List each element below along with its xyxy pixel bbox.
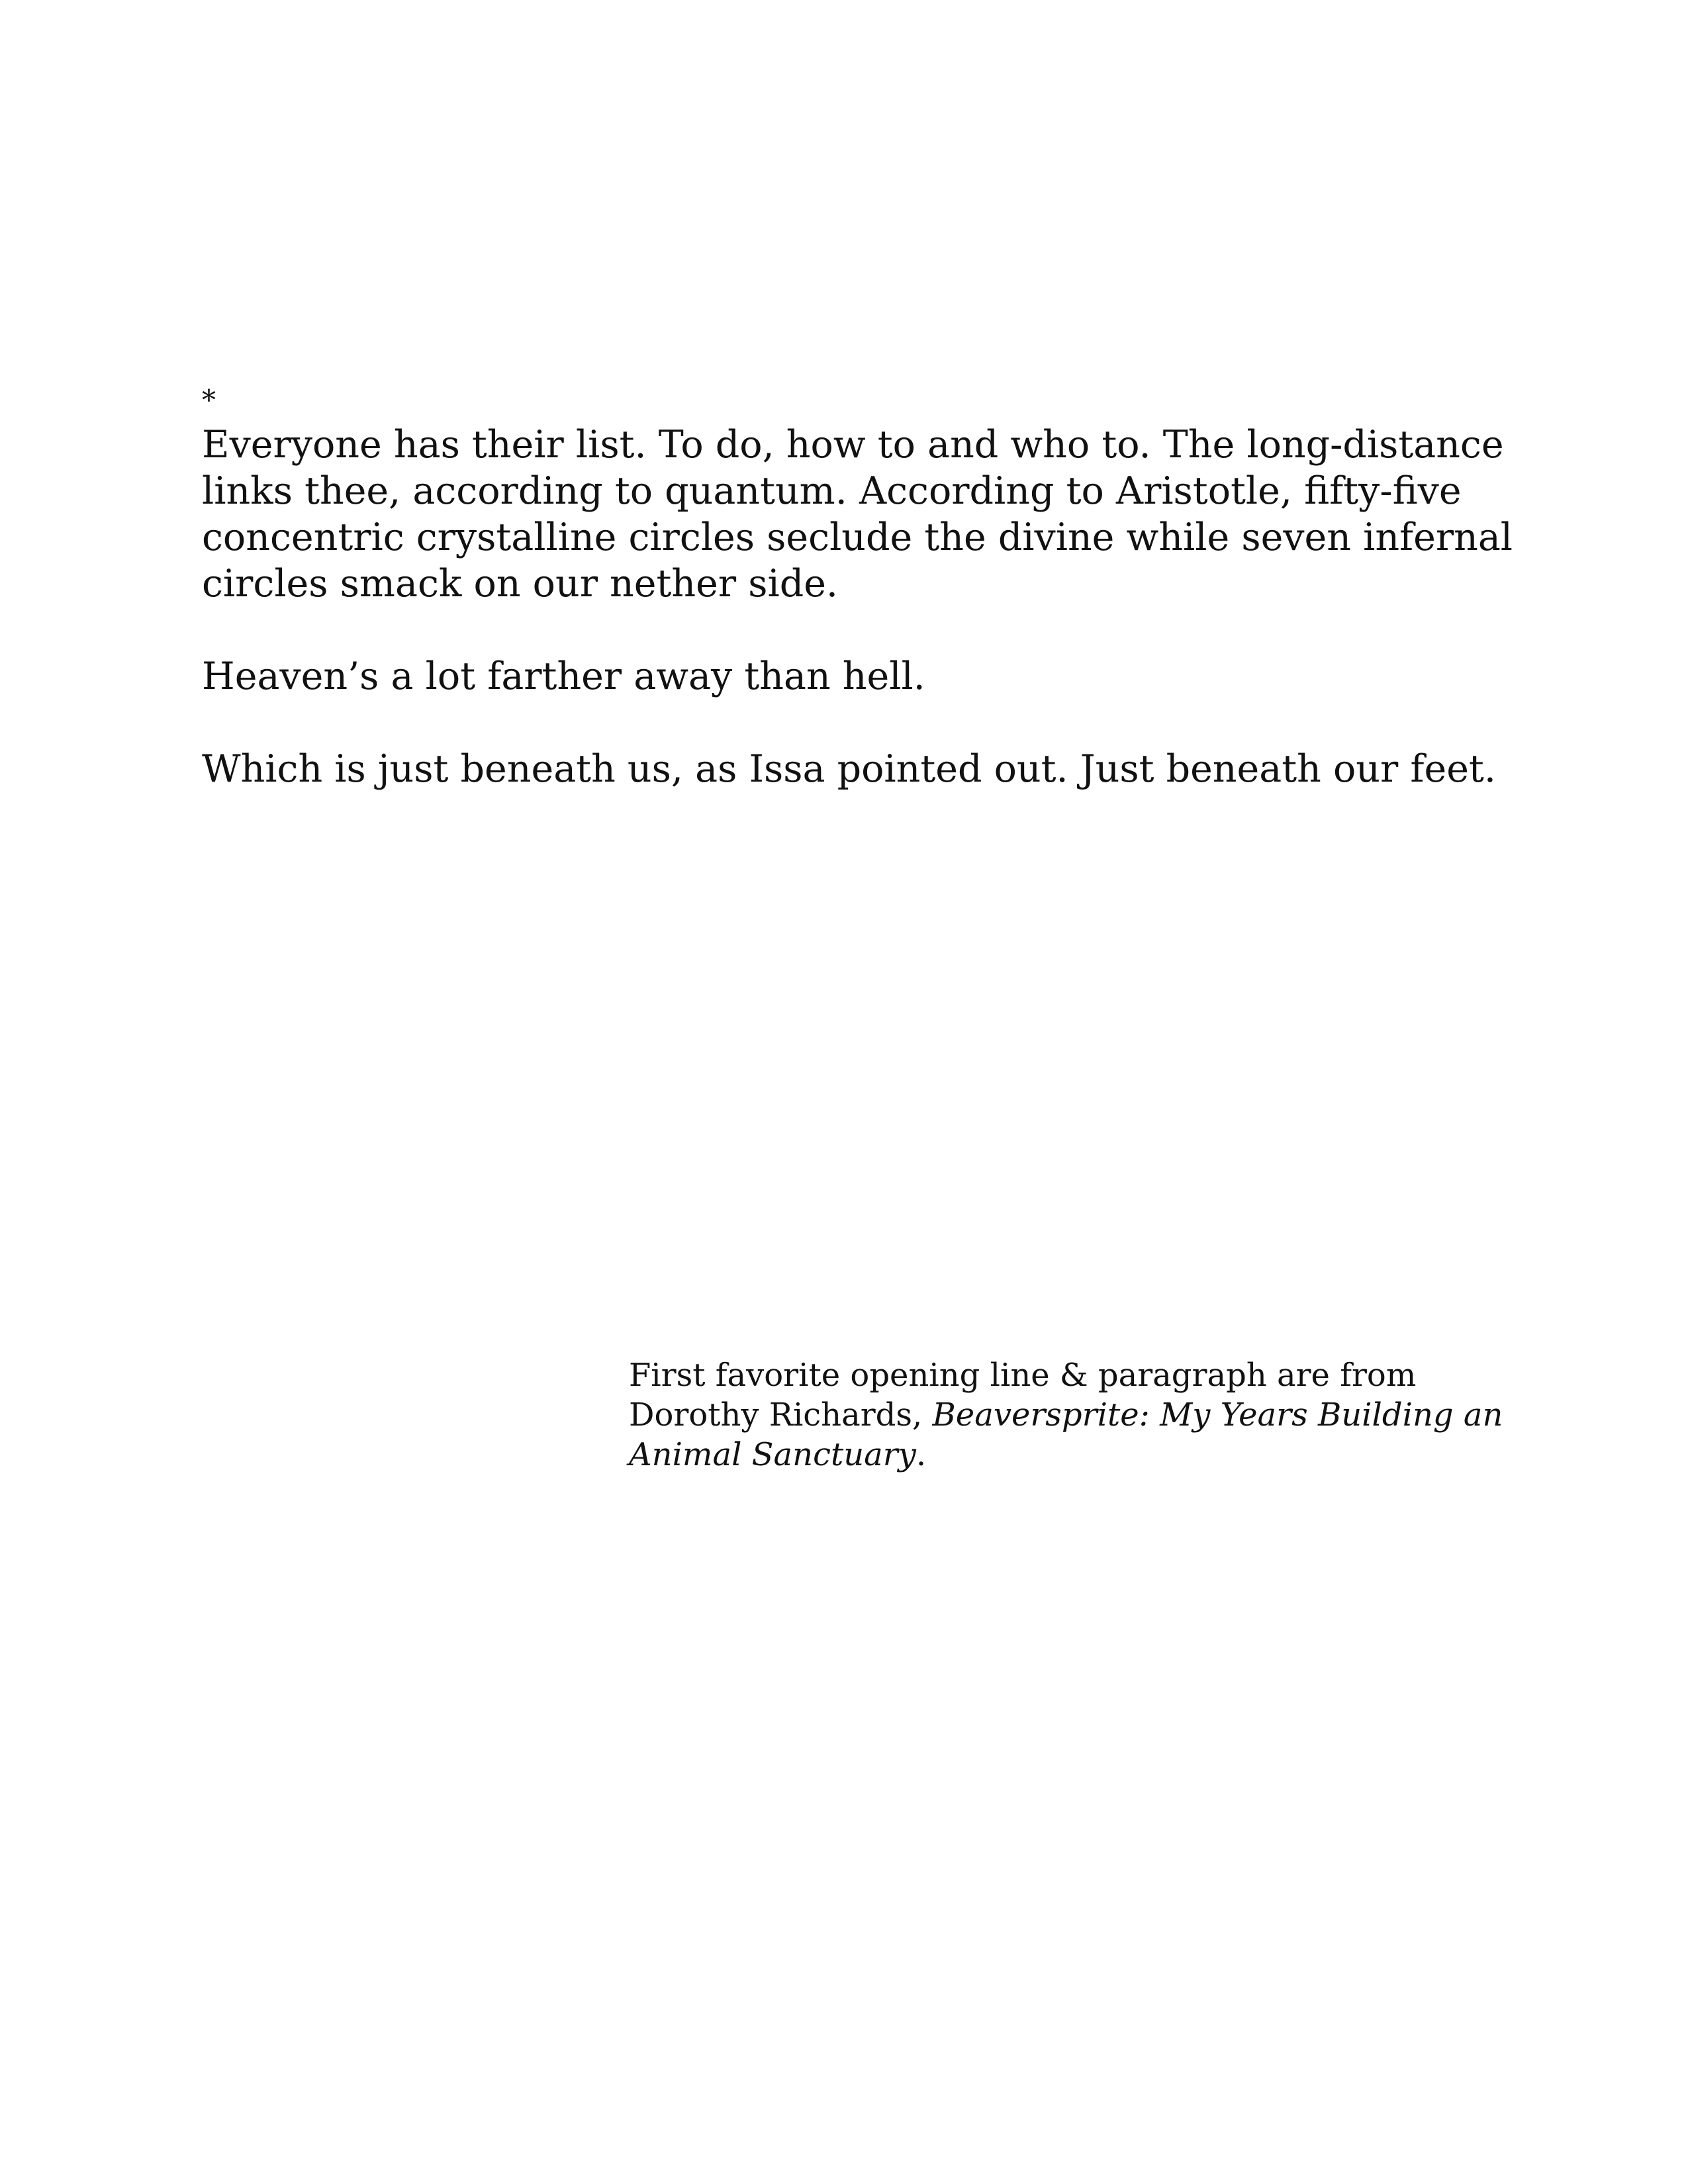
paragraph-spacer — [202, 607, 1552, 653]
paragraph-spacer — [202, 700, 1552, 746]
footnote-book-title-part-2: Animal Sanctuary — [629, 1436, 916, 1473]
footnote-line-3 — [629, 1435, 1536, 1475]
source-footnote — [629, 1355, 1536, 1475]
paragraph-1: Everyone has their list. To do, how to and who to. The long-distance links thee, according to quantum. According to Aristotle, fifty-five concentric crystalline circles seclude the divine while seven infernal circles smack on our nether side. — [202, 423, 1513, 606]
main-text-block — [202, 381, 1552, 792]
footnote-line-2 — [629, 1395, 1536, 1435]
paragraph-2: Heaven’s a lot farther away than hell. — [202, 655, 925, 698]
footnote-line-1: First favorite opening line & paragraph are from — [629, 1357, 1417, 1394]
footnote-period: . — [915, 1436, 927, 1473]
footnote-book-title-part-1: Beaversprite: My Years Building an — [932, 1396, 1503, 1433]
paragraph-3: Which is just beneath us, as Issa pointed out. Just beneath our feet. — [202, 747, 1496, 791]
section-marker: * — [202, 384, 216, 416]
footnote-author: Dorothy Richards, — [629, 1396, 933, 1433]
